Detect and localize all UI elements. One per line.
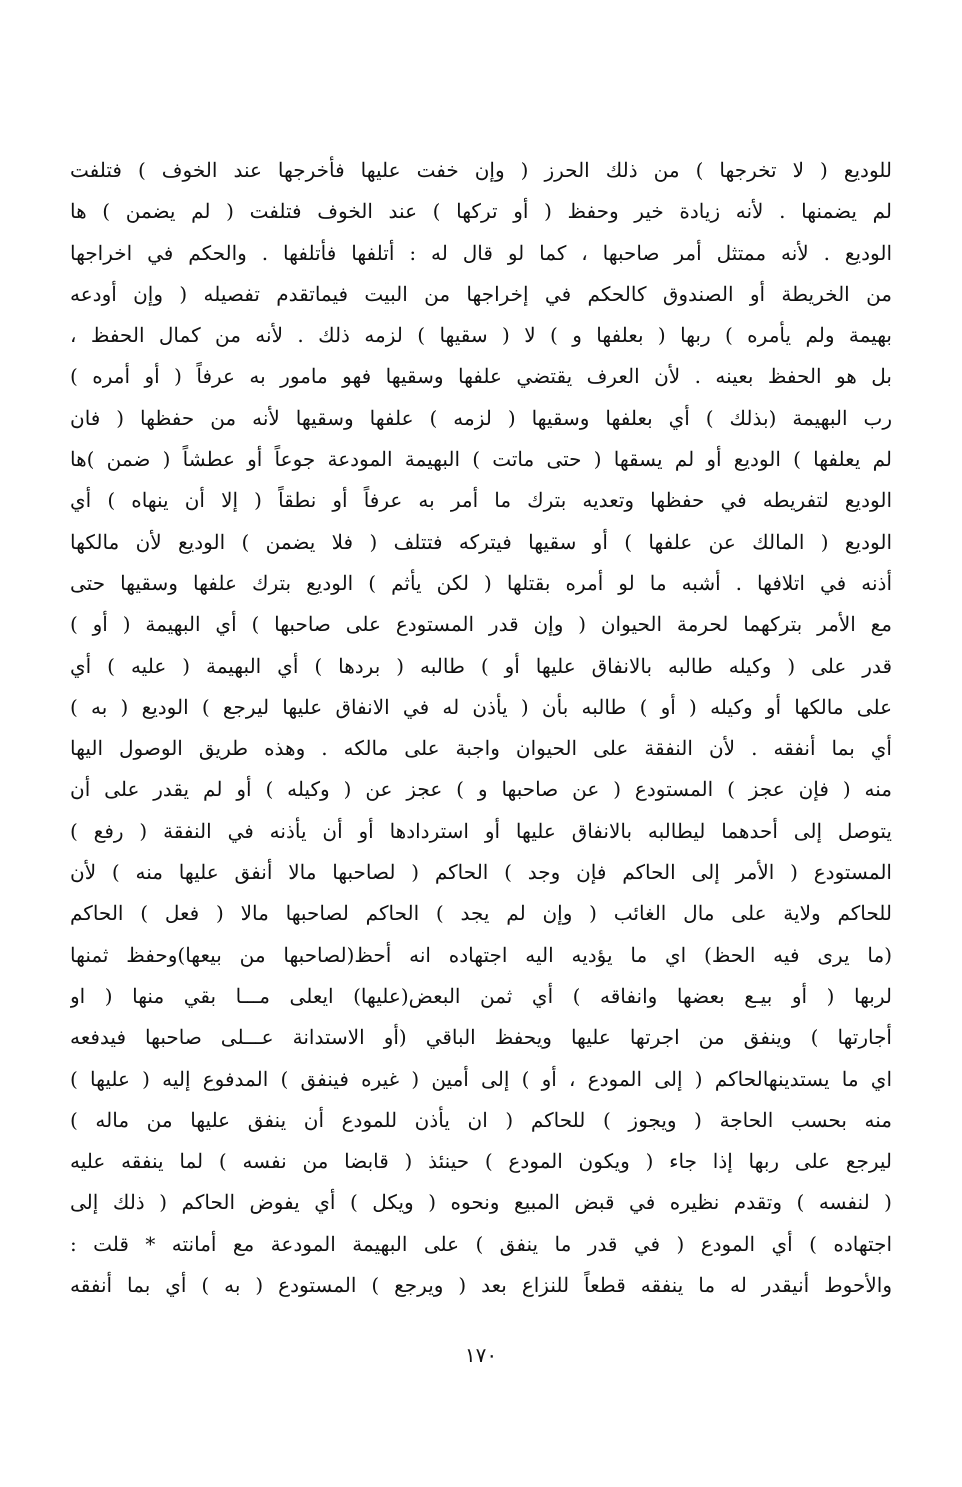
- text-line: المستودع ( الأمر إلى الحاكم فإن وجد ) الحاكم ( لصاحبها مالا أنفق عليها منه ) لأن: [70, 860, 892, 885]
- text-line: منه ( فإن عجز ) المستودع ( عن صاحبها و ) عجز عن ( وكيله ) أو لم يقدر على أن: [70, 777, 892, 802]
- text-line: ليرجع على ربها إذا جاء ( ويكون المودع ) حينئذ ( قابضا من نفسه ) لما ينفقه عليه: [70, 1149, 892, 1174]
- text-line: الوديع . لأنه ممتثل أمر صاحبها ، كما لو قال له : أتلفها فأتلفها . والحكم في اخراجها: [70, 240, 892, 265]
- text-line: يتوصل إلى أحدهما ليطالبه بالانفاق عليها أو استردادها أو أن يأذنه في النفقة ( رفع ): [70, 818, 892, 843]
- text-line: لم يعلفها ) الوديع أو لم يسقها ( حتى ماتت ) البهيمة المودعة جوعاً أو عطشاً ( ضمن )ها: [70, 447, 892, 472]
- text-line: أذنه في اتلافها . أشبه ما لو أمره بقتلها ( لكن يأثم ) الوديع بترك علفها وسقيها حتى: [70, 570, 892, 595]
- text-line: اي ما يستدينهالحاكم ( إلى المودع ، أو ) إلى أمين ( غيره فينفق ) المدفوع إليه ( عليها ): [70, 1066, 892, 1091]
- text-line: بهيمة ولم يأمره ) ربها ( بعلفها و ) لا ( سقيها ) لزمه ذلك . لأنه من كمال الحفظ ،: [70, 323, 892, 348]
- text-line: منه بحسب الحاجة ( ويجوز ) للحاكم ( ان يأذن للمودع أن ينفق عليها من ماله ): [70, 1107, 892, 1132]
- text-line: لم يضمنها . لأنه زيادة خير وحفظ ( أو تركها ) عند الخوف فتلفت ( لم يضمن ) ها: [70, 199, 892, 224]
- text-line: رب البهيمة (بذلك ) أي بعلفها وسقيها ( لزمه ) علفها وسقيها لأنه من حفظها ( فان: [70, 405, 892, 430]
- text-line: قدر على ( وكيله طالبه بالانفاق عليها أو ) طالبه ( بردها ) أي البهيمة ( عليه ) أي: [70, 653, 892, 678]
- text-line: ( لنفسه ) وتقدم نظيره في قبض المبيع ونحوه ( ويكل ) أي يفوض الحاكم ( ذلك إلى: [70, 1190, 892, 1215]
- text-line: الوديع لتفريطه في حفظها وتعديه بترك ما أمر به عرفاً أو نطقاً ( إلا أن ينهاه ) أي: [70, 488, 892, 513]
- text-line: أي بما أنفقه . لأن النفقة على الحيوان واجبة على مالكه . وهذه طريق الوصول اليها: [70, 736, 892, 761]
- text-line: للوديع ( لا تخرجها ) من ذلك الحرز ( وإن خفت عليها فأخرجها عند الخوف ) فتلفت: [70, 158, 892, 182]
- page-number: ١٧٠: [464, 1343, 498, 1367]
- text-line: الوديع ( المالك عن علفها ) أو سقيها فيتركه فتتلف ( فلا يضمن ) الوديع لأن مالكها: [70, 529, 892, 554]
- body-text: [70, 150, 892, 1306]
- text-line: بل هو الحفظ بعينه . لأن العرف يقتضي علفها وسقيها فهو مامور به عرفاً ( أو أمره ): [70, 364, 892, 389]
- text-line: اجتهاده ) أي المودع ( في قدر ما ينفق ) على البهيمة المودعة مع أمانته * قلت :: [70, 1231, 892, 1256]
- text-line: للحاكم ولاية على مال الغائب ( وإن لم يجد ) الحاكم لصاحبها مالا ( فعل ) الحاكم: [70, 901, 892, 926]
- text-line: مع الأمر بتركهما لحرمة الحيوان ( وإن قدر المستودع على صاحبها ) أي البهيمة ( أو ): [70, 612, 892, 637]
- text-line: (ما يرى فيه الحظ) اي ما يؤديه اليه اجتهاده انه أحظ(لصاحبها من بيعها)وحفظ ثمنها: [70, 942, 892, 967]
- text-line: أجارتها ) وينفق من اجرتها عليها ويحفظ الباقي (أو الاستدانة عـــلى صاحبها فيدفعه: [70, 1025, 892, 1050]
- text-line: من الخريطة أو الصندوق كالحكم في إخراجها من البيت فيماتقدم تفصيله ( وإن أودعه: [70, 281, 892, 306]
- text-line: على مالكها أو وكيله ( أو ) طالبه بأن ( يأذن له في الانفاق عليها ليرجع ) الوديع ( به ): [70, 694, 892, 719]
- text-line: لربها ( أو بيـع بعضها وانفاقه ) أي ثمن البعض(عليها) ايعلى مـــا بقي منها ( او: [70, 983, 892, 1008]
- text-line: والأحوط أنيقدر له ما ينفقه قطعاً للنزاع بعد ( ويرجع ) المستودع ( به ) أي بما أنفقه: [70, 1273, 892, 1298]
